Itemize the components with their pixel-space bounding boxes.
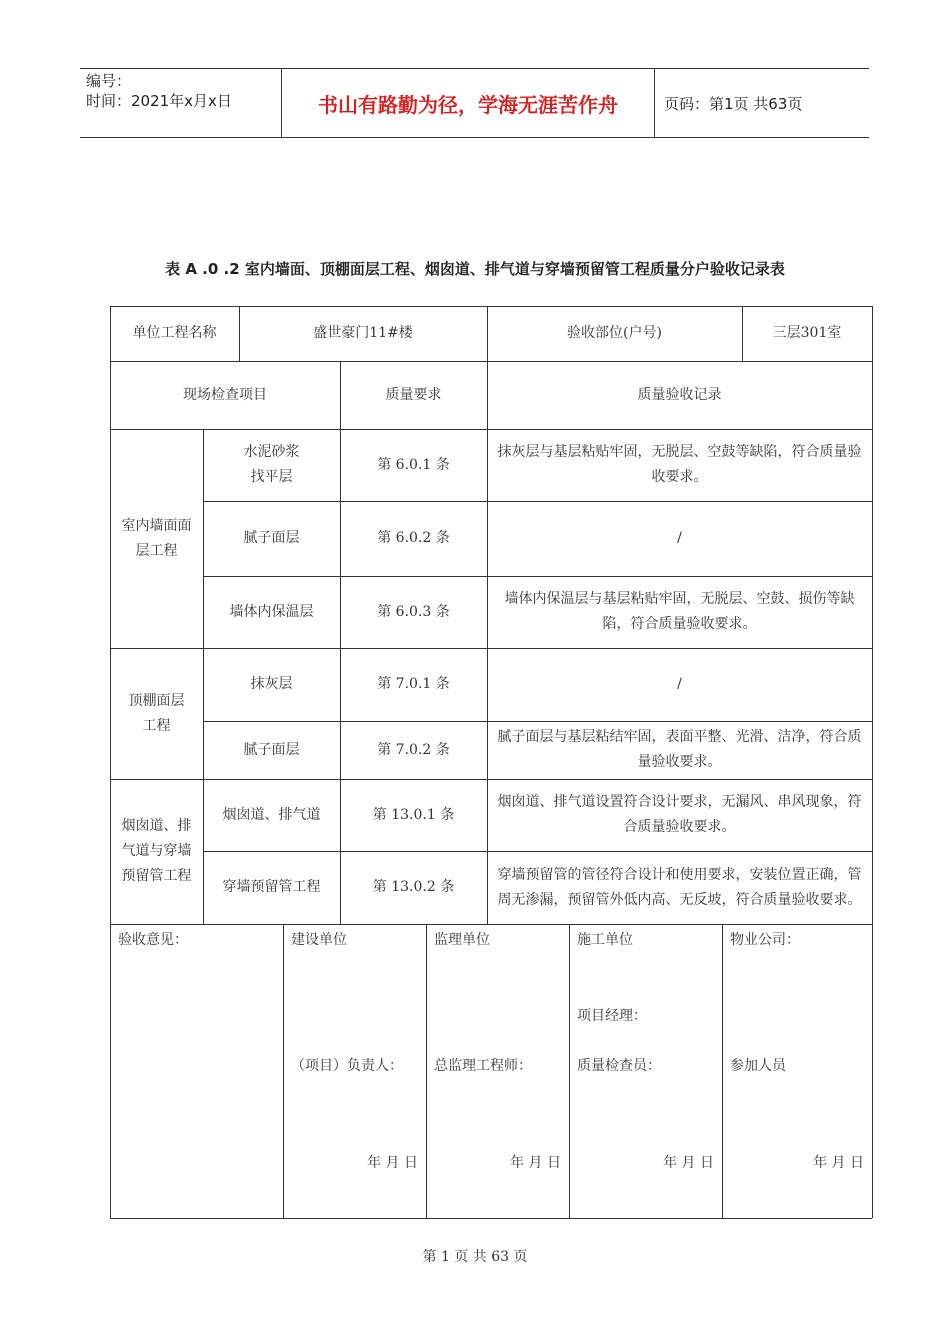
column-header-item: 现场检查项目	[183, 386, 267, 403]
group-name-wall: 室内墙面面层工程	[121, 517, 192, 559]
supervisor-date: 年 月 日	[510, 1154, 561, 1171]
group-name-flue: 烟囱道、排气道与穿墙预留管工程	[121, 818, 192, 884]
header-page-info: 页码：第1页 共63页	[664, 94, 803, 113]
table-row-record: 穿墙预留管的管径符合设计和使用要求，安装位置正确，管周无渗漏，预留管外低内高、无反坡，符合质量验收要求。	[497, 866, 862, 908]
table-row-item: 腻子面层	[243, 530, 300, 546]
group-name-ceiling: 顶棚面层工程	[128, 692, 185, 734]
table-row-item: 腻子面层	[243, 741, 300, 758]
location-value: 三层301室	[772, 325, 842, 341]
code-label: 编号：	[86, 72, 132, 90]
owner-unit-label: 建设单位	[291, 932, 347, 948]
unit-name-value: 盛世豪门11#楼	[313, 325, 413, 341]
contractor-unit-label: 施工单位	[577, 932, 633, 948]
table-row-record: 墙体内保温层与基层粘贴牢固，无脱层、空鼓、损伤等缺陷，符合质量验收要求。	[504, 591, 855, 632]
table-row-requirement: 第 6.0.2 条	[377, 530, 450, 546]
table-row-record: 抹灰层与基层粘贴牢固，无脱层、空鼓等缺陷，符合质量验收要求。	[497, 444, 862, 485]
owner-person-label: （项目）负责人：	[291, 1058, 403, 1074]
property-date: 年 月 日	[813, 1154, 864, 1171]
table-row-item: 穿墙预留管工程	[222, 879, 321, 895]
table-row-record: 烟囱道、排气道设置符合设计要求，无漏风、串风现象，符合质量验收要求。	[497, 794, 862, 835]
table-row-item: 墙体内保温层	[229, 603, 314, 620]
contractor-date: 年 月 日	[663, 1154, 714, 1171]
table-row-record: /	[677, 530, 682, 546]
supervisor-unit-label: 监理单位	[434, 932, 490, 948]
table-row-item: 烟囱道、排气道	[222, 806, 321, 823]
table-row-requirement: 第 6.0.3 条	[377, 603, 450, 620]
form-title: 表 A .0 .2 室内墙面、顶棚面层工程、烟囱道、排气道与穿墙预留管工程质量分户验收记录表	[165, 260, 785, 278]
table-row-requirement: 第 7.0.1 条	[377, 676, 450, 692]
table-border	[110, 1218, 872, 1219]
property-person-label: 参加人员	[730, 1058, 786, 1074]
supervisor-person-label: 总监理工程师：	[434, 1058, 532, 1074]
contractor-person-label: 质量检查员：	[577, 1058, 661, 1074]
header-motto: 书山有路勤为径，学海无涯苦作舟	[318, 92, 618, 117]
document-header	[80, 68, 869, 138]
table-row-requirement: 第 6.0.1 条	[377, 456, 450, 473]
location-label: 验收部位(户号)	[567, 325, 662, 341]
unit-name-label: 单位工程名称	[132, 325, 217, 341]
table-row-requirement: 第 13.0.2 条	[372, 879, 455, 895]
property-label: 物业公司：	[730, 932, 800, 948]
contractor-manager-label: 项目经理：	[577, 1008, 647, 1024]
page-footer: 第 1 页 共 63 页	[422, 1249, 528, 1265]
header-meta	[86, 71, 232, 111]
owner-date: 年 月 日	[367, 1154, 418, 1171]
table-row-record: /	[677, 676, 682, 692]
table-row-requirement: 第 7.0.2 条	[377, 741, 450, 758]
table-border	[872, 306, 873, 1218]
table-row-item: 抹灰层	[250, 676, 293, 692]
time-label: 时间：2021年x月x日	[86, 92, 232, 110]
opinion-label: 验收意见：	[118, 932, 188, 948]
table-row-requirement: 第 13.0.1 条	[372, 806, 455, 823]
table-row-item: 水泥砂浆找平层	[243, 444, 300, 485]
header-divider	[654, 69, 655, 137]
column-header-requirement: 质量要求	[385, 386, 442, 403]
table-row-record: 腻子面层与基层粘结牢固，表面平整、光滑、洁净，符合质量验收要求。	[497, 729, 862, 770]
column-header-record: 质量验收记录	[637, 386, 722, 403]
